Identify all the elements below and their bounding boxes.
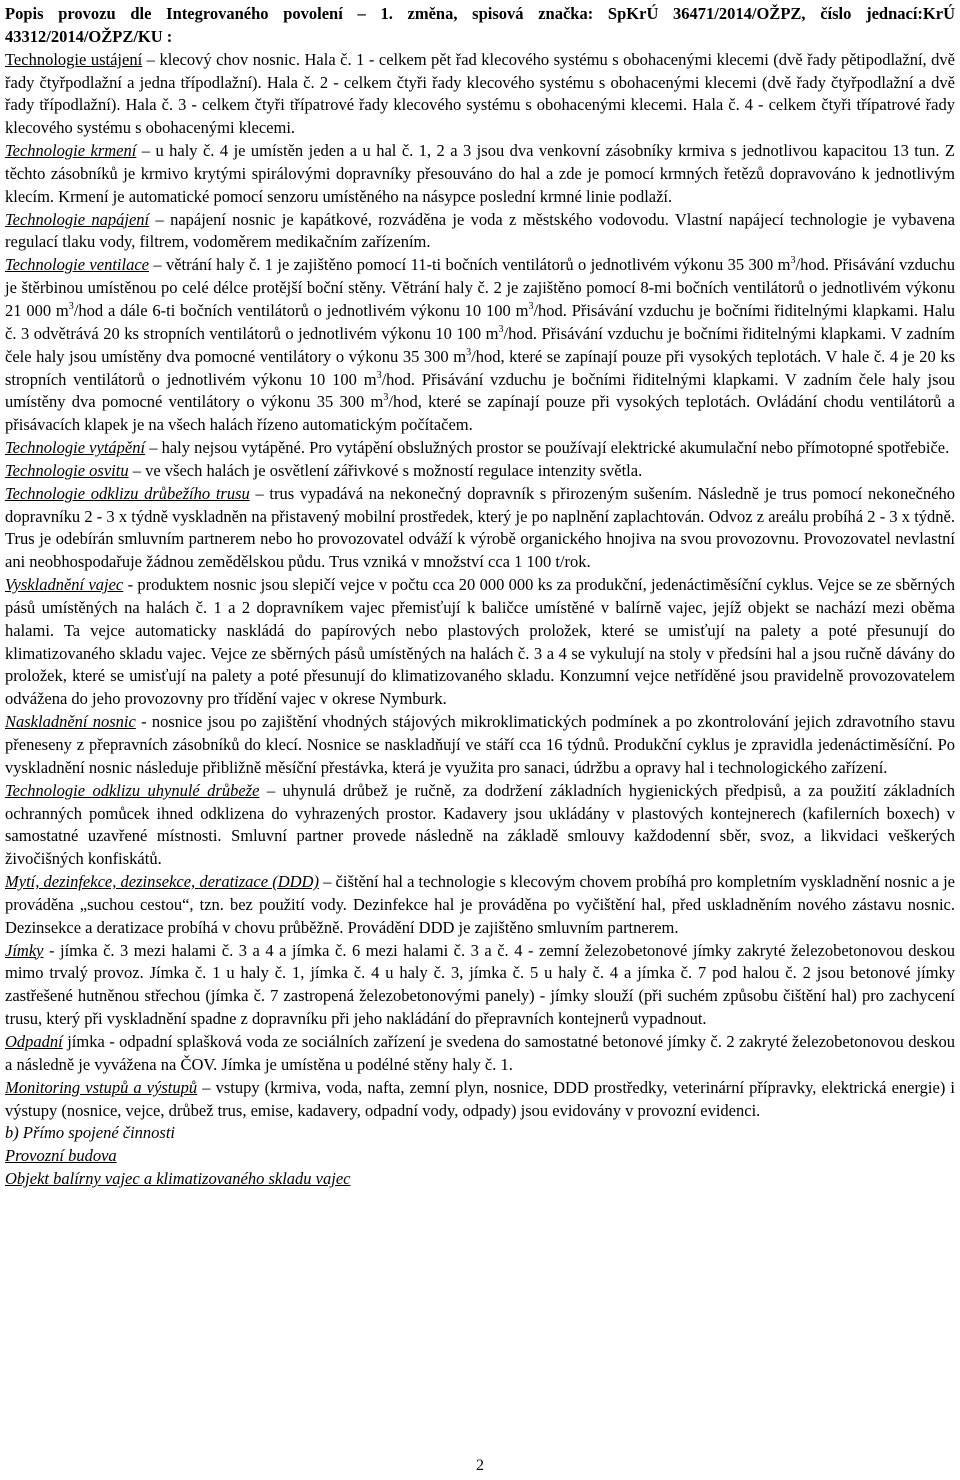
document-title: Popis provozu dle Integrovaného povolení – 1. změna, spisová značka: SpKrÚ 36471/2014/OŽPZ, číslo jednací:KrÚ 43312/2014/OŽPZ/KU : [5, 4, 955, 46]
section-odpadni-label: Odpadní [5, 1031, 63, 1051]
section-naskladneni [5, 711, 955, 780]
section-uhynula-text: – uhynulá drůbež je ručně, za dodržení základních hygienických předpisů, a za použití základních ochranných pomůcek ihned odklizena do vyhrazených prostor. Kadavery jsou ukládány v plastových kontejnerech (kafilerních boxech) v samostatné uzavřené místnosti. Smluvní partner provede následně na základě smlouvy každodenní sběr, svoz, a likvidaci veškerých živočišných konfiskátů. [5, 780, 955, 869]
section-monitoring-label: Monitoring vstupů a výstupů [5, 1077, 198, 1097]
section-ddd [5, 871, 955, 940]
section-ventilace-label: Technologie ventilace [5, 255, 149, 275]
ventilace-text-3: /hod a dále 6-ti bočních ventilátorů o jednotlivém výkonu 10 100 m [73, 300, 529, 320]
superscript-3: 3 [790, 255, 796, 267]
section-trus-label: Technologie odklizu drůbežího trusu [5, 483, 250, 503]
section-monitoring [5, 1077, 955, 1123]
section-vytapeni-label: Technologie vytápění [5, 438, 146, 458]
section-ustajeni-text: – klecový chov nosnic. Hala č. 1 - celkem pět řad klecového systému s obohacenými klecemi (dvě řady pětipodlažní, dvě řady čtyřpodlažní a jedna třípodlažní). Hala č. 2 - celkem čtyři řady klecového systému s obohacenými klecemi (dvě řady čtyřpodlažní a dvě řady třípodlažní). Hala č. 3 - celkem čtyři třípatrové řady klecového systému s obohacenými klecemi. Hala č. 4 - celkem čtyři třípatrové řady klecového systému s obohacenými klecemi. [5, 49, 955, 138]
section-uhynula [5, 780, 955, 871]
section-trus-text: – trus vypadává na nekonečný dopravník s přirozeným sušením. Následně je trus pomocí nekonečného dopravníku 2 - 3 x týdně vyskladněn na přistavený mobilní prostředek, který je po naplnění zaplachtován. Odvoz z areálu probíhá 2 - 3 x týdně. Trus je odebírán smluvním partnerem nebo ho provozovatel odváží k výrobě organického hnojiva na svou provozovnu. Provozovatel nevlastní ani neobhospodařuje žádnou zemědělskou půdu. Trus vzniká v množství cca 1 100 t/rok. [5, 483, 956, 572]
section-trus [5, 483, 955, 574]
section-vejce [5, 574, 955, 711]
section-osvitu [5, 460, 955, 483]
section-napajeni-label: Technologie napájení [5, 209, 150, 229]
page-number: 2 [476, 1457, 484, 1474]
ventilace-text-5: /hod. Přisávání vzduchu je bočními řiditelnými klapkami. V zadním čele haly jsou umístěny dva pomocné ventilátory o výkonu 35 300 m [5, 323, 955, 366]
section-vytapeni [5, 437, 955, 460]
section-krmeni [5, 140, 955, 209]
section-vytapeni-text: – haly nejsou vytápěné. Pro vytápění obslužných prostor se používají elektrické akumulační nebo přímotopné spotřebiče. [145, 438, 950, 458]
section-monitoring-text: – vstupy (krmiva, voda, nafta, zemní plyn, nosnice, DDD prostředky, veterinární přípravky, elektrická energie) i výstupy (nosnice, vejce, drůbež trus, emise, kadavery, odpadní vody, odpady) jsou evidovány v provozní evidenci. [5, 1077, 955, 1120]
superscript-3: 3 [68, 300, 74, 312]
section-ventilace [5, 254, 955, 437]
section-vejce-text: - produktem nosnic jsou slepičí vejce v počtu cca 20 000 000 ks za produkční, jedenáctiměsíční cyklus. Vejce se ze sběrných pásů umístěných na halách č. 1 a 2 dopravníkem vajec přemisťují k baličce umístěné v balírně vajec, jejíž objekt se nachází mezi oběma halami. Ta vejce automaticky naskládá do papírových nebo plastových proložek, které se umisťují na palety a poté přesunují do klimatizovaného skladu vajec. Vejce ze sběrných pásů umístěných na halách č. 3 a 4 se vykulují na stoly v předsíni hal a jsou ručně dávány do proložek, které se umisťují na palety a poté přesunují do klimatizovaného skladu. Konzumní vejce netříděné jsou pravidelně provozovatelem odvážena do jeho provozovny pro třídění vajec v okrese Nymburk. [5, 575, 955, 709]
section-odpadni [5, 1031, 955, 1077]
section-ustajeni [5, 49, 955, 140]
section-osvitu-label: Technologie osvitu [5, 460, 129, 480]
ventilace-text-6: /hod, které se zapínají pouze při vysokých teplotách. V hale č. 4 je 20 ks stropních ventilátorů o jednotlivém výkonu 10 100 m [5, 346, 955, 389]
section-vejce-label: Vyskladnění vajec [5, 575, 124, 595]
heading-provozni-budova: Provozní budova [5, 1146, 117, 1166]
section-odpadni-text: jímka - odpadní splašková voda ze sociálních zařízení je svedena do samostatné betonové jímky č. 2 zakryté železobetonovou deskou a následně je vyvážena na ČOV. Jímka je umístěna u podélné stěny haly č. 1. [5, 1031, 955, 1074]
section-napajeni [5, 209, 955, 255]
subheading-b: b) Přímo spojené činnosti [5, 1123, 176, 1143]
ventilace-text-8: /hod, které se zapínají pouze při vysokých teplotách. Ovládání chodu ventilátorů a přisávacích klapek je na všech halách řízeno automatickým počítačem. [5, 392, 956, 435]
ventilace-text-2: /hod. Přisávání vzduchu je štěrbinou umístěnou po celé délce protější boční stěny. Větrání haly č. 2 je zajištěno pomocí 8-mi bočních ventilátorů o jednotlivém výkonu 21 000 m [5, 255, 955, 320]
section-jimky-text: - jímka č. 3 mezi halami č. 3 a 4 a jímka č. 6 mezi halami č. 3 a č. 4 - zemní železobetonové jímky zakryté železobetonovou deskou mimo trvalý provoz. Jímka č. 1 u haly č. 1, jímka č. 4 u haly č. 3, jímka č. 5 u haly č. 4 a jímka č. 7 pod halou č. 2 jsou betonové jímky zastřešené hutněnou střechou (jímka č. 7 zastropená železobetonovými panely) - jímky slouží (při suchém způsobu čištění hal) pro zachycení trusu, který při vyskladnění spadne z dopravníku při jeho nakládání do přepravních kontejnerů vypadnout. [5, 940, 955, 1029]
superscript-3: 3 [466, 346, 472, 358]
superscript-3: 3 [383, 392, 389, 404]
section-jimky-label: Jímky [5, 940, 44, 960]
ventilace-text-4: /hod. Přisávání vzduchu je bočními řiditelnými klapkami. Halu č. 3 odvětrává 20 ks stropních ventilátorů o jednotlivém výkonu 10 100 m [5, 300, 955, 343]
heading-objekt-balirny: Objekt balírny vajec a klimatizovaného skladu vajec [5, 1169, 351, 1189]
ventilace-text-7: /hod. Přisávání vzduchu je bočními řiditelnými klapkami. V zadním čele haly jsou umístěny dva pomocné ventilátory o výkonu 35 300 m [5, 369, 955, 412]
section-naskladneni-text: - nosnice jsou po zajištění vhodných stájových mikroklimatických podmínek a po zkontrolování jejich zdravotního stavu přeneseny z přepravních zásobníků do klecí. Nosnice se naskladňují ve stáří cca 16 týdnů. Produkční cyklus je zpravidla jedenáctiměsíční. Po vyskladnění nosnic následuje přibližně měsíční přestávka, která je využita pro sanaci, údržbu a opravy hal i technologického zařízení. [5, 712, 955, 777]
section-jimky [5, 940, 955, 1031]
superscript-3: 3 [528, 300, 534, 312]
section-ddd-text: – čištění hal a technologie s klecovým chovem probíhá pro kompletním vyskladnění nosnic a je prováděna „suchou cestou“, tzn. bez použití vody. Dezinfekce hal je prováděna po vyčištění hal, před uskladněním nového zástavu nosnic. Dezinsekce a deratizace probíhá v chovu průběžně. Provádění DDD je zajištěno smluvním partnerem. [5, 872, 955, 937]
section-uhynula-label: Technologie odklizu uhynulé drůbeže [5, 780, 260, 800]
section-ddd-label: Mytí, dezinfekce, dezinsekce, deratizace (DDD) [5, 872, 319, 892]
section-naskladneni-label: Naskladnění nosnic [5, 712, 136, 732]
superscript-3: 3 [498, 323, 504, 335]
section-krmeni-label: Technologie krmení [5, 141, 137, 161]
section-osvitu-text: – ve všech halách je osvětlení zářivkové s možností regulace intenzity světla. [128, 460, 643, 480]
superscript-3: 3 [376, 369, 382, 381]
ventilace-text-1: – větrání haly č. 1 je zajištěno pomocí 11-ti bočních ventilátorů o jednotlivém výkonu 35 300 m [148, 255, 791, 275]
section-ustajeni-label: Technologie ustájení [5, 49, 143, 69]
section-napajeni-text: – napájení nosnic je kapátkové, rozváděna je voda z městského vodovodu. Vlastní napájecí technologie je vybavena regulací tlaku vody, filtrem, vodoměrem medikačním zařízením. [5, 209, 955, 252]
section-krmeni-text: – u haly č. 4 je umístěn jeden a u hal č. 1, 2 a 3 jsou dva venkovní zásobníky krmiva s jednotlivou kapacitou 13 tun. Z těchto zásobníků je krmivo krytými spirálovými dopravníky přesouváno do hal a zde je pomocí krmných řetězů dopravováno k jednotlivým klecím. Krmení je automatické pomocí senzoru umístěného na násypce poslední krmné linie podlaží. [5, 141, 955, 206]
